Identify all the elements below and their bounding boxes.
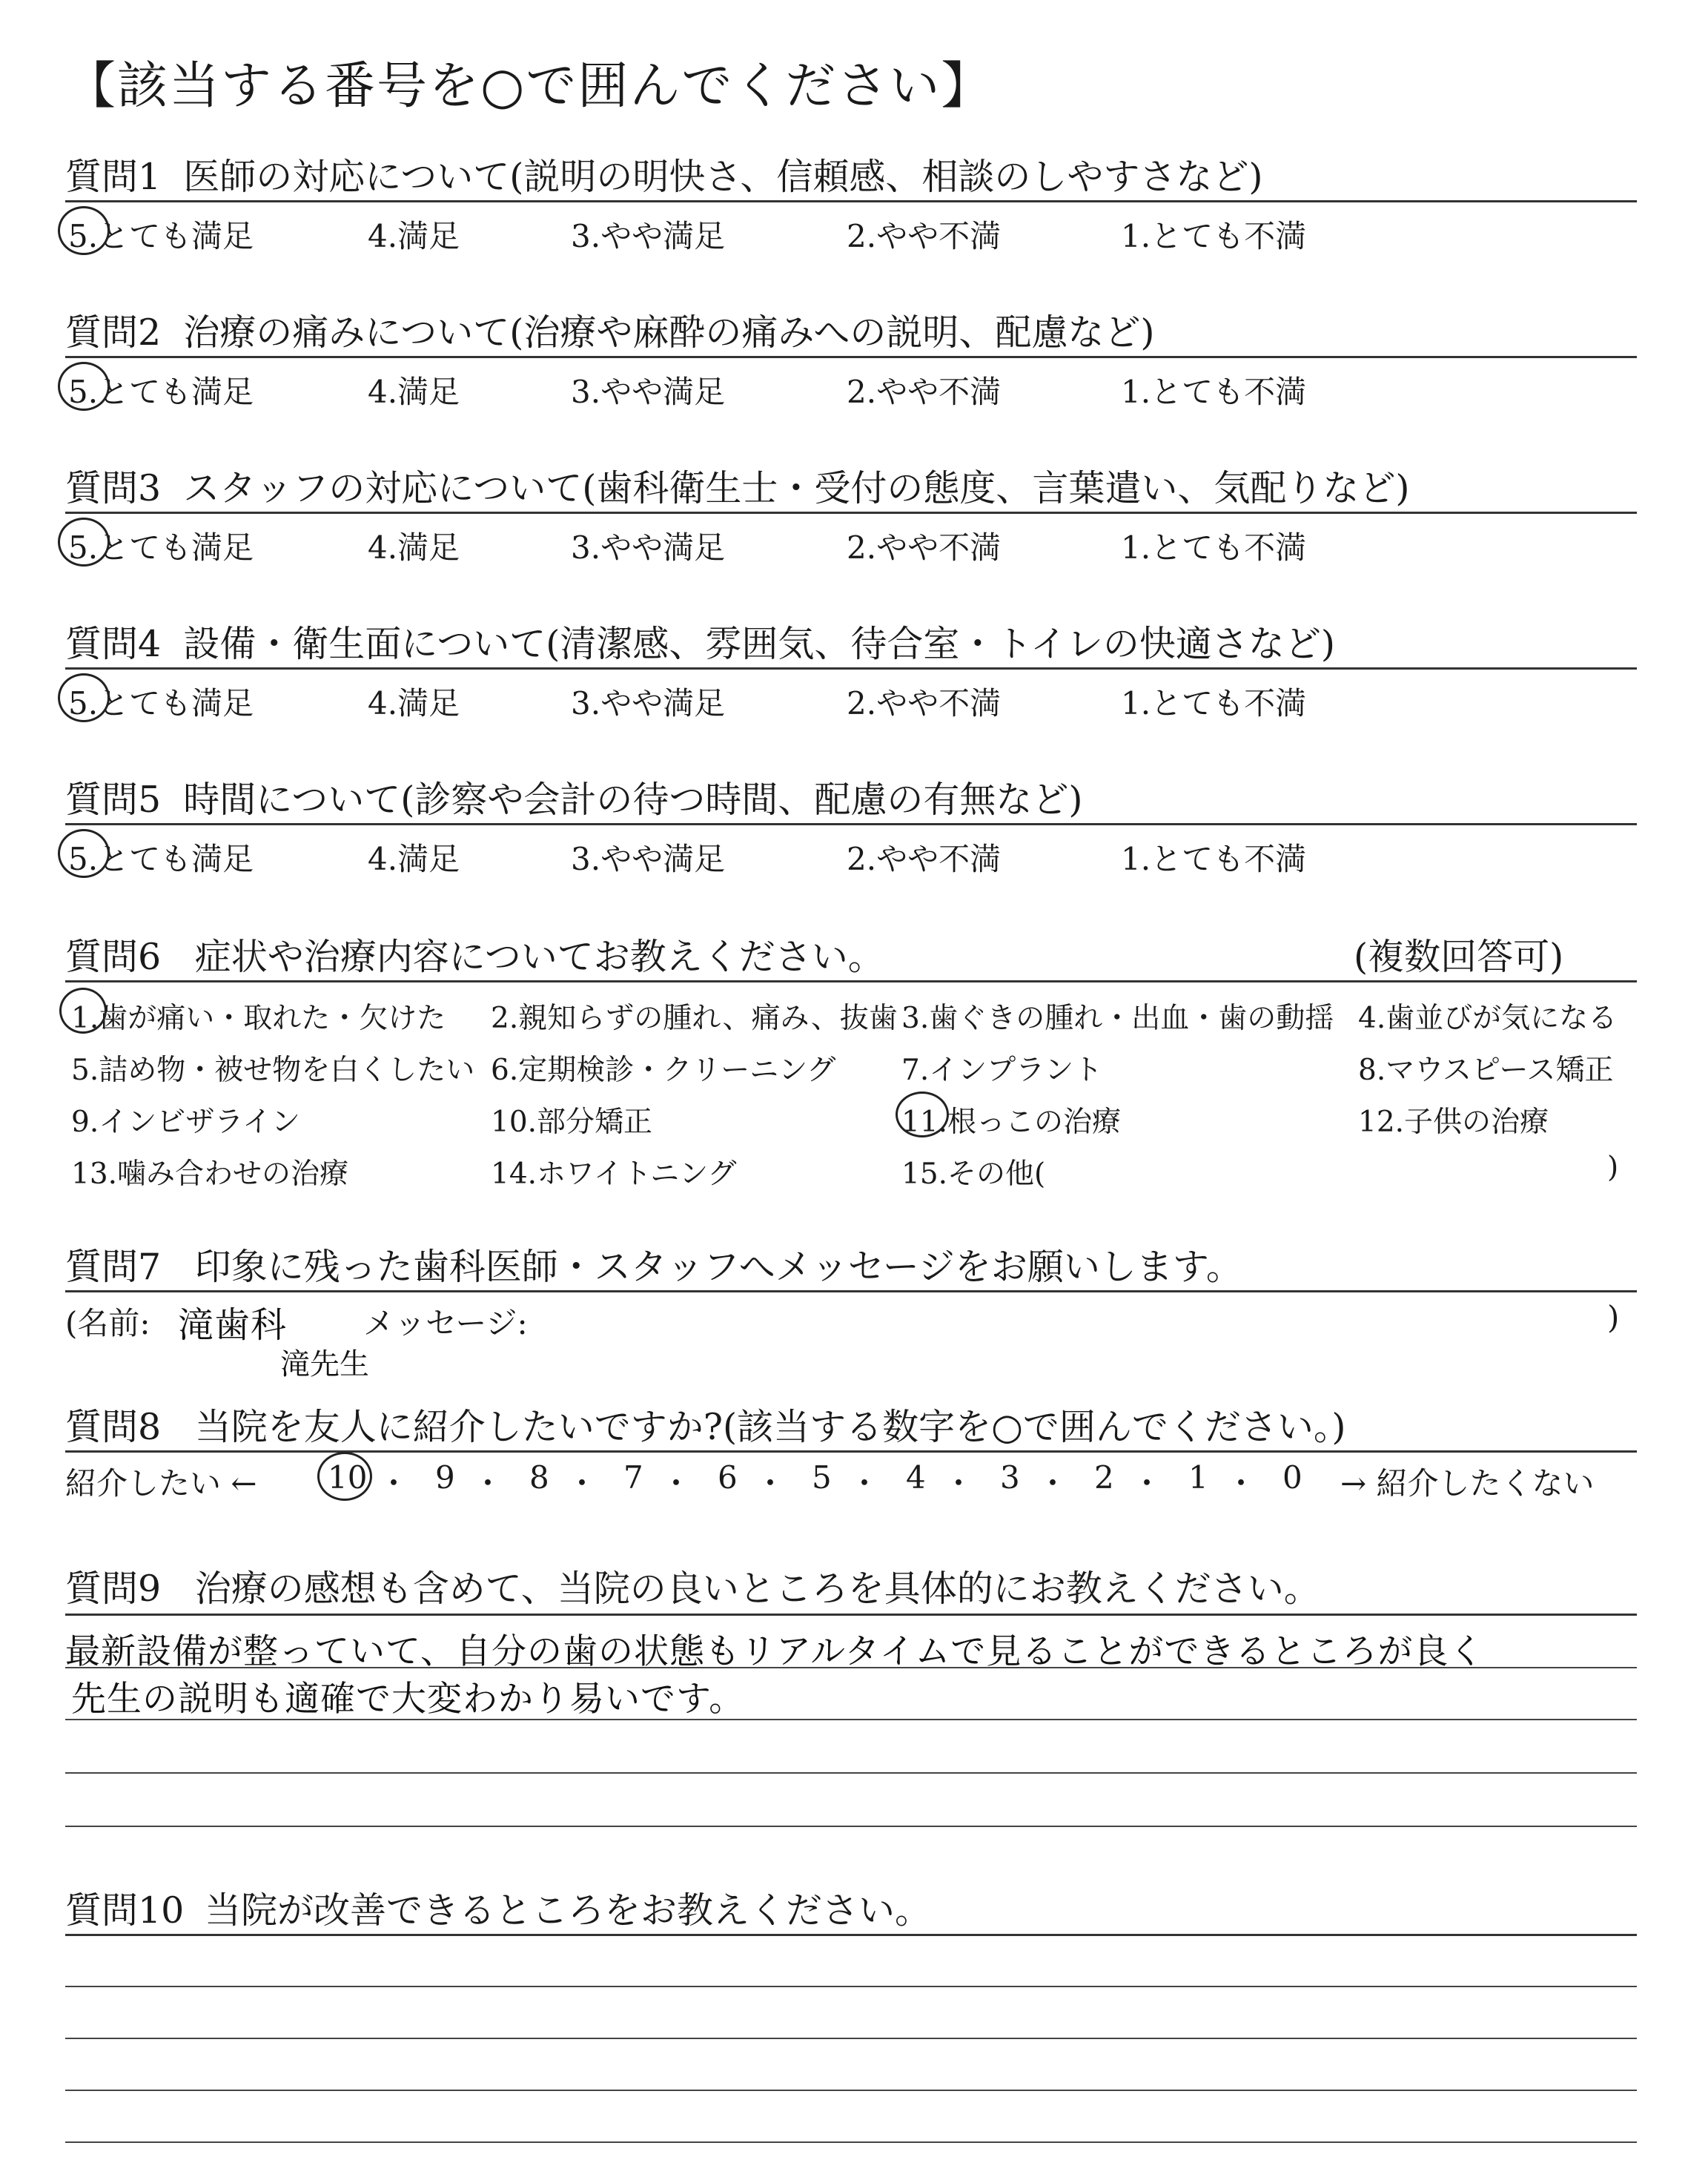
q2-title [65,304,1154,356]
q9-answer-line-1: 最新設備が整っていて、自分の歯の状態もリアルタイムで見ることができるところが良く [65,1631,1485,1672]
q7-message-label: メッセージ: [363,1305,528,1341]
q8-right-label: → 紹介したくない [1340,1465,1595,1502]
q8-scale-separator: ・ [566,1465,598,1502]
q6-option-8[interactable]: 8.マウスピース矯正 [1358,1054,1614,1087]
q7-rule [65,1290,1637,1292]
q2-selection-circle [58,362,110,411]
q6-option-7[interactable]: 7.インプラント [901,1054,1103,1087]
q7-name-value: 滝歯科 [178,1304,288,1346]
q1-option-4[interactable]: 4.満足 [368,218,460,254]
q3-option-2[interactable]: 2.やや不満 [847,529,1002,566]
q8-scale-8[interactable]: 8 [529,1459,549,1496]
q2-option-1[interactable]: 1.とても不満 [1121,374,1307,410]
q5-option-4[interactable]: 4.満足 [368,841,460,877]
q5-option-2[interactable]: 2.やや不満 [847,841,1002,877]
q9-line-1 [65,1667,1637,1668]
q6-option-14[interactable]: 14.ホワイトニング [491,1157,737,1191]
q9-line-4 [65,1826,1637,1827]
q9-answer-line-2: 先生の説明も適確で大変わかり易いです。 [71,1679,745,1720]
q4-label: 質問4 [65,623,162,665]
q1-rule [65,200,1637,202]
q9-rule [65,1614,1637,1616]
q7-text: 印象に残った歯科医師・スタッフへメッセージをお願いします。 [194,1246,1242,1288]
q8-rule [65,1450,1637,1453]
q8-selection-circle [317,1452,372,1501]
q8-scale-7[interactable]: 7 [623,1459,643,1496]
q2-option-3[interactable]: 3.やや満足 [571,374,726,410]
q6-option-1[interactable]: 1.歯が痛い・取れた・欠けた [71,1002,446,1035]
q5-option-5[interactable]: 5.とても満足 [68,841,254,877]
q8-scale-separator: ・ [1131,1465,1163,1502]
q6-option-9[interactable]: 9.インビザライン [71,1106,301,1139]
q1-option-3[interactable]: 3.やや満足 [571,218,726,254]
q7-name-value-2: 滝先生 [280,1347,369,1381]
q4-option-3[interactable]: 3.やや満足 [571,685,726,721]
q8-left-label: 紹介したい ← [65,1465,257,1502]
q9-line-3 [65,1772,1637,1774]
q8-scale-separator: ・ [1037,1465,1069,1502]
q2-option-4[interactable]: 4.満足 [368,374,460,410]
q8-scale-5[interactable]: 5 [812,1459,832,1496]
q8-scale-4[interactable]: 4 [906,1459,926,1496]
q6-option-11[interactable]: 11.根っこの治療 [901,1106,1122,1139]
q3-option-1[interactable]: 1.とても不満 [1121,529,1307,566]
q8-scale-separator: ・ [849,1465,881,1502]
q4-title [65,615,1335,667]
q4-text: 設備・衛生面について(清潔感、雰囲気、待合室・トイレの快適さなど) [183,623,1335,665]
q9-label: 質問9 [65,1568,162,1610]
q3-text: スタッフの対応について(歯科衛生士・受付の態度、言葉遣い、気配りなど) [183,467,1410,509]
q1-option-2[interactable]: 2.やや不満 [847,218,1002,254]
q6-label: 質問6 [65,936,162,978]
q8-scale-separator: ・ [755,1465,787,1502]
q8-scale-separator: ・ [472,1465,504,1502]
q3-selection-circle [58,518,110,567]
q8-scale-separator: ・ [943,1465,975,1502]
q4-selection-circle [58,673,110,722]
q1-label: 質問1 [65,156,162,198]
q7-label: 質問7 [65,1246,162,1288]
q2-label: 質問2 [65,311,162,354]
q7-close-paren: ) [1607,1299,1620,1335]
q6-option-15[interactable]: 15.その他( [901,1157,1046,1191]
q8-scale-0[interactable]: 0 [1282,1459,1302,1496]
q8-scale-separator: ・ [1225,1465,1257,1502]
q8-scale-10[interactable]: 10 [328,1459,368,1496]
q3-option-4[interactable]: 4.満足 [368,529,460,566]
q6-option-13[interactable]: 13.噛み合わせの治療 [71,1157,349,1191]
q6-option-6[interactable]: 6.定期検診・クリーニング [491,1054,836,1087]
q6-option-3[interactable]: 3.歯ぐきの腫れ・出血・歯の動揺 [901,1002,1334,1035]
q6-option-2[interactable]: 2.親知らずの腫れ、痛み、抜歯 [491,1002,898,1035]
q6-rule [65,980,1637,982]
q4-option-4[interactable]: 4.満足 [368,685,460,721]
q5-label: 質問5 [65,779,162,821]
q10-line-1 [65,1986,1637,1987]
q3-label: 質問3 [65,467,162,509]
q8-scale-6[interactable]: 6 [718,1459,738,1496]
q1-option-1[interactable]: 1.とても不満 [1121,218,1307,254]
q1-title [65,148,1262,200]
q2-rule [65,356,1637,358]
q6-option-12[interactable]: 12.子供の治療 [1358,1106,1549,1139]
q10-line-3 [65,2090,1637,2091]
q10-line-4 [65,2141,1637,2143]
q4-rule [65,667,1637,670]
q6-option-10[interactable]: 10.部分矯正 [491,1106,653,1139]
page-title: 【該当する番号を○で囲んでください】 [65,57,993,116]
q3-option-3[interactable]: 3.やや満足 [571,529,726,566]
q5-text: 時間について(診察や会計の待つ時間、配慮の有無など) [183,779,1083,821]
q3-rule [65,512,1637,514]
q2-option-2[interactable]: 2.やや不満 [847,374,1002,410]
q8-scale-2[interactable]: 2 [1094,1459,1114,1496]
q6-option-4[interactable]: 4.歯並びが気になる [1358,1002,1618,1035]
q5-rule [65,823,1637,825]
q10-line-2 [65,2038,1637,2039]
q8-label: 質問8 [65,1406,162,1448]
q7-title [65,1238,1242,1290]
q10-title [65,1882,931,1934]
q1-selection-circle [58,206,110,255]
q6-title [65,928,884,980]
q5-option-3[interactable]: 3.やや満足 [571,841,726,877]
q10-rule [65,1934,1637,1936]
q5-title [65,771,1082,823]
q7-name-label: (名前: [65,1305,150,1341]
q8-scale-9[interactable]: 9 [435,1459,455,1496]
q9-line-2 [65,1719,1637,1720]
q1-text: 医師の対応について(説明の明快さ、信頼感、相談のしやすさなど) [183,156,1263,198]
q6-selection-circle-11 [896,1091,949,1137]
q3-title [65,460,1409,512]
q2-option-5[interactable]: 5.とても満足 [68,374,254,410]
q9-title [65,1560,1320,1612]
q8-text: 当院を友人に紹介したいですか?(該当する数字を○で囲んでください。) [194,1406,1346,1448]
q4-option-2[interactable]: 2.やや不満 [847,685,1002,721]
q5-option-1[interactable]: 1.とても不満 [1121,841,1307,877]
q8-scale-3[interactable]: 3 [1000,1459,1020,1496]
q1-option-5[interactable]: 5.とても満足 [68,218,254,254]
q4-option-1[interactable]: 1.とても不満 [1121,685,1307,721]
q9-text: 治療の感想も含めて、当院の良いところを具体的にお教えください。 [194,1568,1320,1610]
q8-scale-separator: ・ [378,1465,410,1502]
q2-text: 治療の痛みについて(治療や麻酔の痛みへの説明、配慮など) [183,311,1155,354]
q8-scale-1[interactable]: 1 [1188,1459,1208,1496]
q6-note: (複数回答可) [1354,936,1564,978]
q10-label: 質問10 [65,1889,185,1932]
q10-text: 当院が改善できるところをお教えください。 [204,1889,931,1932]
q3-option-5[interactable]: 5.とても満足 [68,529,254,566]
q5-selection-circle [58,829,110,878]
q6-selection-circle-1 [59,988,107,1034]
q6-text: 症状や治療内容についてお教えください。 [194,936,884,978]
q6-other-close-paren: ) [1607,1151,1619,1184]
q8-title [65,1398,1346,1450]
q6-option-5[interactable]: 5.詰め物・被せ物を白くしたい [71,1054,475,1087]
q4-option-5[interactable]: 5.とても満足 [68,685,254,721]
q8-scale-separator: ・ [661,1465,692,1502]
